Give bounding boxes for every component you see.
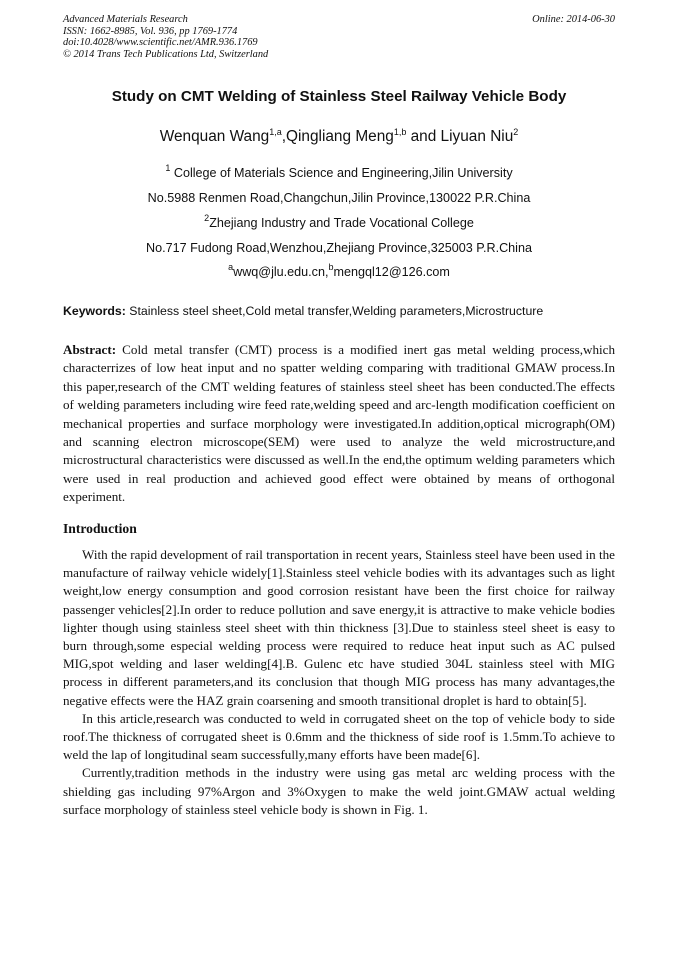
paragraph: Currently,tradition methods in the industry were using gas metal arc welding process with the shielding gas including 97%Argon and 3%Oxygen to make the weld joint.GMAW actual welding surface morphology of stainless steel vehicle body is shown in Fig. 1. [63, 765, 615, 817]
section-heading-introduction: Introduction [63, 521, 137, 536]
author-affil-mark: 1,a [269, 127, 282, 137]
affiliation-1-line-2: No.5988 Renmen Road,Changchun,Jilin Province,130022 P.R.China [147, 191, 531, 205]
journal-header [63, 14, 268, 60]
affil-mark: 1 [165, 163, 171, 173]
affil-mark: 2 [204, 213, 210, 223]
journal-name: Advanced Materials Research [63, 14, 188, 25]
email-a: wwq@jlu.edu.cn, [233, 265, 329, 279]
abstract-label: Abstract: [63, 342, 117, 357]
online-date: Online: 2014-06-30 [532, 14, 615, 25]
issn-line: ISSN: 1662-8985, Vol. 936, pp 1769-1774 [63, 25, 238, 37]
author-name: ,Qingliang Meng [281, 128, 394, 145]
abstract-text: Cold metal transfer (CMT) process is a modified inert gas metal welding process,which characterrizes of low heat input and no spatter welding comparing with traditional GMAW process.In this paper,research of the CMT welding features of stainless steel sheet has been conducted.The effects of welding parameters including wire feed rate,welding speed and arc-length modification coefficient on mechanical properties and surface morphology were investigated.In addition,optical micrograph(OM) and scanning electron microscope(SEM) were used to analyze the weld microstructure,and microstructural characteristics were discussed as well.In the end,the optimum welding parameters which were used in real production and achieved good effect were obtained by means of orthogonal experiment. [63, 342, 615, 505]
email-line [0, 262, 678, 280]
author-name: Wenquan Wang [159, 128, 270, 145]
copyright-line: © 2014 Trans Tech Publications Ltd, Switzerland [63, 48, 269, 60]
keywords-label: Keywords: [63, 304, 126, 318]
email-b: mengql12@126.com [333, 265, 450, 279]
paragraph: In this article,research was conducted to weld in corrugated sheet on the top of vehicle body to side roof.The thickness of corrugated sheet is 0.6mm and the thickness of side roof is 1.5mm.To achieve to weld the lap of longitudinal seam successfully,many efforts have been made[6]. [63, 710, 615, 763]
affil-text: Zhejiang Industry and Trade Vocational College [209, 216, 474, 230]
author-name: and Liyuan Niu [406, 128, 514, 145]
paragraph: With the rapid development of rail transportation in recent years, Stainless steel have been used in the manufacture of railway vehicle widely[1].Stainless steel vehicle bodies with its advantages such as light weight,low energy consumption and good corrosion resistant have been the first choice for railway passenger vehicles[2].In order to reduce pollution and save energy,it is attractive to make vehicle bodies lighter though using stainless steel sheet with thin thickness [3].Due to stainless steel sheet is easy to burn through,some especial welding process were required to reduce heat input such as AC pulsed MIG,spot welding and laser welding[4].B. Gulenc etc have studied 304L stainless steel with MIG process in different parameters,and its conclusion that though MIG process has many advantages,the negative effects were the HAZ grain coarsening and smooth transitional droplet is hard to obtain[5]. [63, 547, 615, 708]
doi-line: doi:10.4028/www.scientific.net/AMR.936.1769 [63, 37, 258, 49]
affiliation-1-line-1 [0, 163, 678, 181]
abstract [63, 341, 615, 507]
keywords-text: Stainless steel sheet,Cold metal transfer,Welding parameters,Microstructure [125, 304, 544, 318]
author-list [0, 128, 678, 146]
introduction-body [63, 546, 615, 819]
paper-title: Study on CMT Welding of Stainless Steel Railway Vehicle Body [111, 88, 567, 105]
email-mark: b [328, 262, 334, 272]
email-mark: a [228, 262, 234, 272]
author-affil-mark: 2 [513, 127, 519, 137]
affil-text: College of Materials Science and Engineering,Jilin University [170, 166, 513, 180]
affiliation-2-line-2: No.717 Fudong Road,Wenzhou,Zhejiang Province,325003 P.R.China [145, 241, 532, 255]
keywords [63, 304, 615, 318]
author-affil-mark: 1,b [393, 127, 407, 137]
affiliation-2-line-1 [0, 213, 678, 231]
